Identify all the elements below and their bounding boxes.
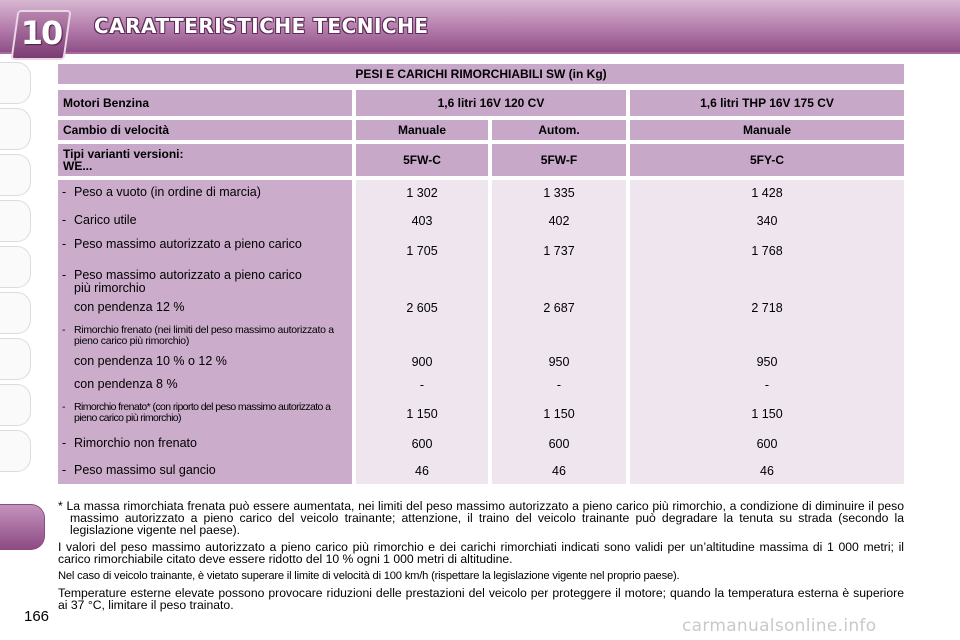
engine-label: Motori Benzina	[58, 90, 352, 116]
table-title: PESI E CARICHI RIMORCHIABILI SW (in Kg)	[58, 64, 904, 84]
page-number: 166	[24, 608, 50, 625]
gearbox-label: Cambio di velocità	[58, 120, 352, 140]
side-tab[interactable]	[0, 200, 31, 242]
row-value: 1 737	[543, 244, 575, 258]
side-tab[interactable]	[0, 108, 31, 150]
row-value: 340	[756, 214, 778, 228]
note-speed: Nel caso di veicolo trainante, è vietato superare il limite di velocità di 100 km/h (rispettare la legislazione vigente nel proprio paese).	[58, 570, 680, 582]
row-label: con pendenza 10 % o 12 %	[74, 354, 227, 368]
row-value: 1 302	[406, 186, 438, 200]
row-value: 402	[548, 214, 570, 228]
side-tab-active[interactable]	[0, 504, 45, 550]
notes-section	[58, 500, 904, 616]
note-altitude: I valori del peso massimo autorizzato a pieno carico più rimorchio e dei carichi rimorchiati indicati sono validi per un’altitudine massima di 1 000 metri; il carico rimorchiabile citato deve essere ridotto del 10 % ogni 1 000 metri di altitudine.	[58, 540, 904, 566]
row-label: - Peso massimo autorizzato a pieno carico più rimorchio	[62, 268, 302, 295]
side-tab[interactable]	[0, 338, 31, 380]
side-tab[interactable]	[0, 154, 31, 196]
chapter-number: 10	[20, 14, 62, 52]
side-tab[interactable]	[0, 246, 31, 288]
variants-label: Tipi varianti versioni: WE...	[58, 144, 352, 176]
row-value: -	[764, 378, 770, 392]
side-tab[interactable]	[0, 384, 31, 426]
variant-2: 5FW-F	[492, 144, 626, 176]
gearbox-1: Manuale	[356, 120, 488, 140]
row-value: 1 705	[406, 244, 438, 258]
side-tab[interactable]	[0, 292, 31, 334]
row-value: -	[419, 378, 425, 392]
row-value: -	[556, 378, 562, 392]
row-label: - Peso a vuoto (in ordine di marcia)	[62, 185, 261, 199]
variant-3: 5FY-C	[630, 144, 904, 176]
row-label: con pendenza 8 %	[74, 377, 178, 391]
row-label: con pendenza 12 %	[74, 300, 185, 314]
row-value: 1 150	[406, 407, 438, 421]
row-value: 46	[760, 464, 774, 478]
row-value: 2 687	[543, 301, 575, 315]
watermark: carmanualsonline.info	[682, 616, 877, 636]
row-label: - Peso massimo sul gancio	[62, 463, 216, 477]
gearbox-3: Manuale	[630, 120, 904, 140]
row-value: 1 150	[751, 407, 783, 421]
row-value: 46	[552, 464, 566, 478]
row-value: 950	[756, 355, 778, 369]
row-label: - Rimorchio frenato* (con riporto del peso massimo autorizzato a pieno carico più rimorchio)	[62, 401, 331, 424]
header-divider	[0, 52, 960, 54]
engine-1: 1,6 litri 16V 120 CV	[356, 90, 626, 116]
row-value: 900	[411, 355, 433, 369]
row-value: 2 605	[406, 301, 438, 315]
row-value: 600	[411, 437, 433, 451]
row-value: 2 718	[751, 301, 783, 315]
row-value: 600	[756, 437, 778, 451]
page-title: CARATTERISTICHE TECNICHE	[94, 14, 429, 38]
row-value: 950	[548, 355, 570, 369]
note-asterisk: * La massa rimorchiata frenata può essere aumentata, nei limiti del peso massimo autorizzato a pieno carico più rimorchio, a condizione di diminuire il peso massimo autorizzato a pieno carico del veicolo trainante; attenzione, il traino del veicolo trainante può degradare la tenuta su strada (secondo la legislazione vigente nel paese).	[58, 499, 904, 537]
row-value: 600	[548, 437, 570, 451]
side-tab[interactable]	[0, 62, 31, 104]
row-label: - Peso massimo autorizzato a pieno carico	[62, 237, 302, 251]
variant-1: 5FW-C	[356, 144, 488, 176]
row-value: 403	[411, 214, 433, 228]
row-value: 1 150	[543, 407, 575, 421]
note-temperature: Temperature esterne elevate possono provocare riduzioni delle prestazioni del veicolo per proteggere il motore; quando la temperatura esterna è superiore ai 37 °C, limitare il peso trainato.	[58, 586, 904, 612]
engine-2: 1,6 litri THP 16V 175 CV	[630, 90, 904, 116]
row-label: - Rimorchio frenato (nei limiti del peso massimo autorizzato a pieno carico più rimorchio)	[62, 324, 334, 347]
row-label: - Carico utile	[62, 213, 137, 227]
row-value: 1 335	[543, 186, 575, 200]
side-tab[interactable]	[0, 430, 31, 472]
row-label: - Rimorchio non frenato	[62, 436, 197, 450]
gearbox-2: Autom.	[492, 120, 626, 140]
row-value: 46	[415, 464, 429, 478]
row-value: 1 428	[751, 186, 783, 200]
row-value: 1 768	[751, 244, 783, 258]
